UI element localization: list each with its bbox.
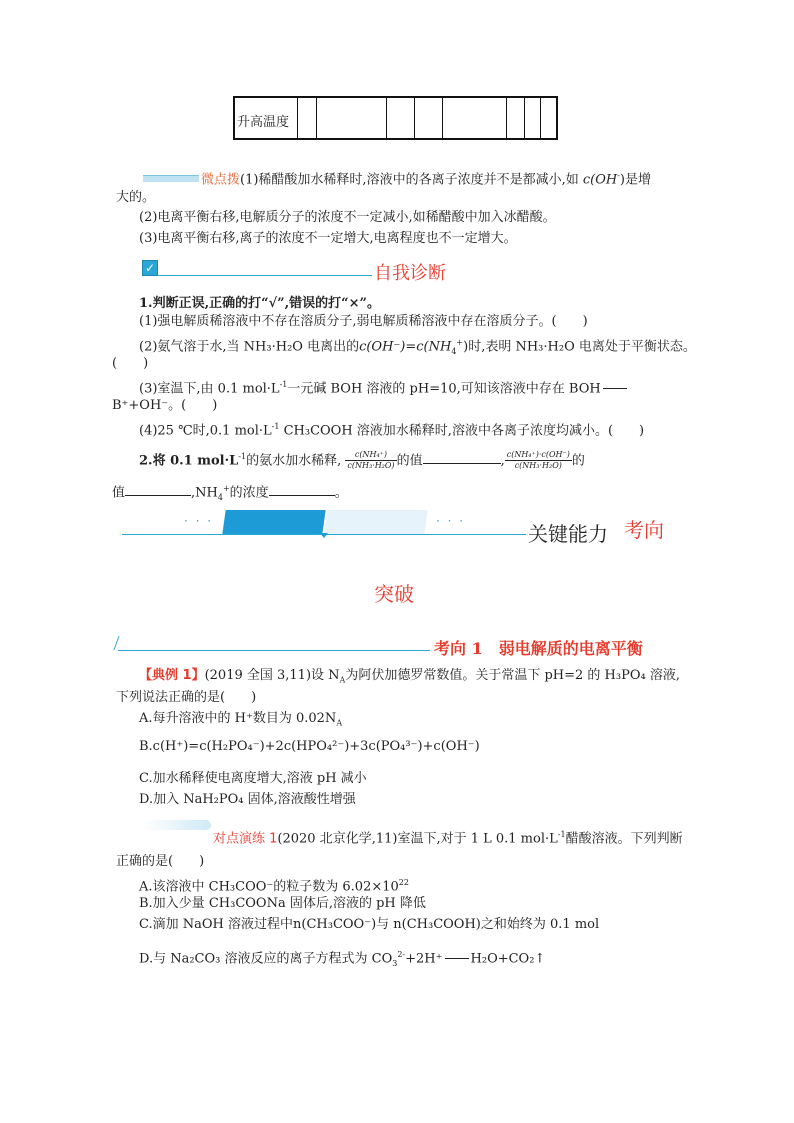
tip-label: 微点拨 xyxy=(201,172,241,188)
drill-option-c: C.滴加 NaOH 溶液过程中n(CH₃COO⁻)与 n(CH₃COOH)之和始终为 0.1 mol xyxy=(139,917,600,932)
drill-marker-bar xyxy=(143,820,211,830)
example-option-b: B.c(H⁺)=c(H₂PO₄⁻)+2c(HPO₄²⁻)+3c(PO₄³⁻)+c(OH⁻) xyxy=(139,739,480,754)
question-2-cont: 值 $,NH_4^+$的浓度 。 xyxy=(112,484,348,502)
example-stem-cont: 下列说法正确的是( ) xyxy=(116,690,257,705)
decor-dots-left: · · · xyxy=(184,514,214,528)
question-1-3: (3)室温下,由 0.1 $mol\cdot L^{-1}$一元碱 BOH 溶液的 pH=10,可知该溶液中存在 BOH xyxy=(139,376,629,397)
question-1-1: (1)强电解质稀溶液中不存在溶质分子,弱电解质稀溶液中存在溶质分子。( ) xyxy=(139,314,588,329)
section-title: 考向 1 弱电解质的电离平衡 xyxy=(434,639,643,658)
question-1-2-answer: ( ) xyxy=(112,356,149,371)
banner-light-block xyxy=(324,510,427,534)
question-1: 1.判断正误,正确的打“√”,错误的打“×”。 xyxy=(139,296,380,311)
example-stem: 【典例 1】(2019 全国 3,11)设 $N_A$为阿伏加德罗常数值。关于常温下 pH=2 的 H₃PO₄ 溶液, xyxy=(139,668,680,685)
drill-option-d: D.与 Na₂CO₃ 溶液反应的离子方程式为 $CO_3^{2-}+2H^+$ H₂O+CO₂↑ xyxy=(139,950,546,968)
table-row-label: 升高温度 xyxy=(237,115,290,130)
question-1-2: (2)氨气溶于水,当 NH₃·H₂O 电离出的$c(OH^-)=c(NH_4^+)$时,表明 NH₃·H₂O 电离处于平衡状态。 xyxy=(139,338,696,356)
example-option-a: A.每升溶液中的 H⁺数目为 $0.02N_A$ xyxy=(139,711,343,728)
drill-option-b: B.加入少量 CH₃COONa 固体后,溶液的 pH 降低 xyxy=(139,896,426,911)
answer-blank-2[interactable] xyxy=(125,483,191,496)
drill-stem-cont: 正确的是( ) xyxy=(116,854,205,869)
drill-label: 对点演练 1 xyxy=(213,831,278,847)
reaction-arrow-icon xyxy=(445,958,469,959)
decor-dots-right: · · · xyxy=(436,514,466,528)
checkbox-icon: ✓ xyxy=(142,260,158,276)
tip-paragraph-1-cont: 大的。 xyxy=(116,190,156,205)
fraction-1: $\frac{\text{c(NH₄⁺)}}{\text{c(NH₃·H₂O)}}$ xyxy=(347,450,395,471)
tip-paragraph-1: 微点拨(1)稀醋酸加水稀释时,溶液中的各离子浓度并不是都减小,如 c(OH-)是增 xyxy=(201,171,651,188)
tip-paragraph-3: (3)电离平衡右移,离子的浓度不一定增大,电离程度也不一定增大。 xyxy=(139,231,517,246)
fraction-2: $\frac{\text{c(NH₄⁺)·c(OH⁻)}}{\text{c(NH₃·H₂O)}}$ xyxy=(506,450,570,471)
example-option-c: C.加水稀释使电离度增大,溶液 pH 减小 xyxy=(139,771,367,786)
example-option-d: D.加入 NaH₂PO₄ 固体,溶液酸性增强 xyxy=(139,792,356,807)
banner-title-red: 考向 xyxy=(624,518,664,542)
answer-blank-1[interactable] xyxy=(423,451,501,464)
drill-option-a: A.该溶液中 CH₃COO⁻的粒子数为 $6.02\times 10^{22}$ xyxy=(139,878,409,895)
self-check-title: 自我诊断 xyxy=(374,263,446,284)
tip-paragraph-2: (2)电离平衡右移,电解质分子的浓度不一定减小,如稀醋酸中加入冰醋酸。 xyxy=(139,210,556,225)
question-1-3-cont: B⁺+OH⁻。( ) xyxy=(112,398,218,413)
data-table-fragment xyxy=(233,96,558,140)
equilibrium-arrow-icon xyxy=(603,388,627,389)
banner-blue-block xyxy=(222,510,325,534)
answer-blank-3[interactable] xyxy=(269,483,335,496)
drill-stem: 对点演练 1(2020 北京化学,11)室温下,对于 1 L 0.1 $mol\cdot L^{-1}$醋酸溶液。下列判断 xyxy=(213,830,683,847)
section-hook-icon xyxy=(113,636,125,650)
tip-marker-bar xyxy=(143,175,199,182)
example-label: 【典例 1】 xyxy=(139,668,205,683)
section-line xyxy=(118,650,430,651)
banner-pointer-icon xyxy=(320,533,328,538)
question-2: 2.将 0.1 $mol\cdot L^{-1}$的氨水加水稀释, $\frac{\text{c(NH₄⁺)}}{\text{c(NH₃·H₂O)}}$ 的值 , $\frac{\text{c(NH₄⁺)·c(OH⁻)}}{\text{c(NH₃·H₂O)}}$ 的 xyxy=(139,450,585,471)
question-1-4: (4)25 ℃时,0.1 $mol\cdot L^{-1}$ CH₃COOH 溶液加水稀释时,溶液中各离子浓度均减小。( ) xyxy=(139,422,645,439)
section-divider xyxy=(157,275,372,276)
banner-title: 关键能力 xyxy=(528,522,608,546)
banner-title-red-2: 突破 xyxy=(374,582,414,606)
